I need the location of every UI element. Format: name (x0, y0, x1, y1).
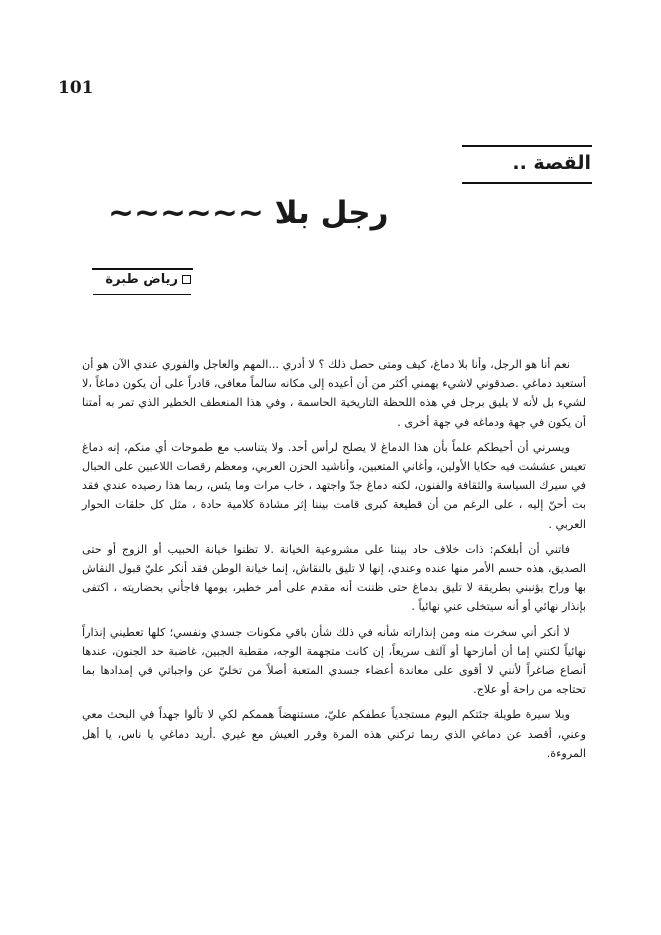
author-name: رياض طبرة (105, 272, 178, 287)
paragraph: نعم أنا هو الرجل، وأنا بلا دماغ، كيف ومتى حصل ذلك ؟ لا أدري ...المهم والعاجل والفوري عندي الآن هو أن أستعيد دماغي .صدقوني لاشيء يهمني أكثر من أن أعيده إلى مكانه سالماً معافى، قادراً على أن يكون دماغاً ،لا لشيء بل لأنه لا يليق برجل في هذه اللحظة التاريخية الحاسمة ، وفي هذا المنعطف الخطير الذي تمر به أمتنا أن يكون في جهة ودماغه في جهة أخرى . (82, 358, 586, 429)
paragraph: وبلا سيرة طويلة جئتكم اليوم مستجدياً عطفكم عليّ، مستنهضاً هممكم لكي لا تألوا جهداً في البحث معي وعني، أقصد عن دماغي الذي ربما تركني هذه المرة وقرر العيش مع غيري .أريد دماغي يا ناس، يا أهل المروءة. (82, 708, 586, 760)
byline (93, 272, 191, 295)
story-title: رجل بلا ~~~~~~ (108, 195, 389, 231)
article-body (82, 355, 586, 769)
paragraph: فاتني أن أبلغكم: ذات خلاف حاد بيننا على مشروعية الخيانة .لا تظنوا خيانة الحبيب أو الزوج أو حتى الصديق، هذه حسم الأمر منها عنده وعندي، إنها لا تليق بالنقاش، إنما خيانة الوطن فقد أنكر عليّ قبول النقاش بها وراح يؤنبني بطريقة لا تليق بدماغ حتى ظننت أنه مقدم على أمر خطير، يومها فاجأني بحضاريته ، اكتفى بإنذار نهائي أو أنه سيتخلى عني نهائياً . (82, 542, 586, 614)
page-number: 101 (58, 78, 94, 98)
author-rule (92, 268, 193, 270)
paragraph: ويسرني أن أحيطكم علماً بأن هذا الدماغ لا يصلح لرأس أحد. ولا يتناسب مع طموحات أي منكم، إنه دماغ تعيس عششت فيه حكايا الأولين، وأغاني المتعبين، وأناشيد الحزن العربي، ومعظم رقصات اللاعبين على الحبال في سيرك السياسة والثقافة والفنون، لكنه دماغ جدّ واجتهد ، خاب مرات وما يئس، ربما هذا رصيده عندي فقد بت أحنّ إليه ، على الرغم من أن قطيعة كبرى قامت بيننا إثر مشادة كلامية حادة ، مثل كل حلقات الحوار العربي . (82, 440, 586, 531)
paragraph: لا أنكر أني سخرت منه ومن إنذاراته شأنه في ذلك شأن باقي مكونات جسدي ونفسي؛ كلها تعطيني إنذاراً نهائياً لكنني إما أن أمازحها أو آلتف سريعاً، إن كانت متجهمة الوجه، مقطبة الجبين، غاضبة حد الجنون، عندها أنصاع صاغراً لأنني لا أقوى على معاندة أعضاء جسدي المتعبة أصلاً من تخليّ عن واجباتي في إمدادها بما تحتاجه من راحة أو علاج. (82, 625, 586, 697)
section-rule-top (462, 145, 592, 147)
square-icon (182, 275, 191, 284)
section-label: القصة .. (512, 152, 591, 174)
section-rule-bottom (462, 182, 592, 184)
